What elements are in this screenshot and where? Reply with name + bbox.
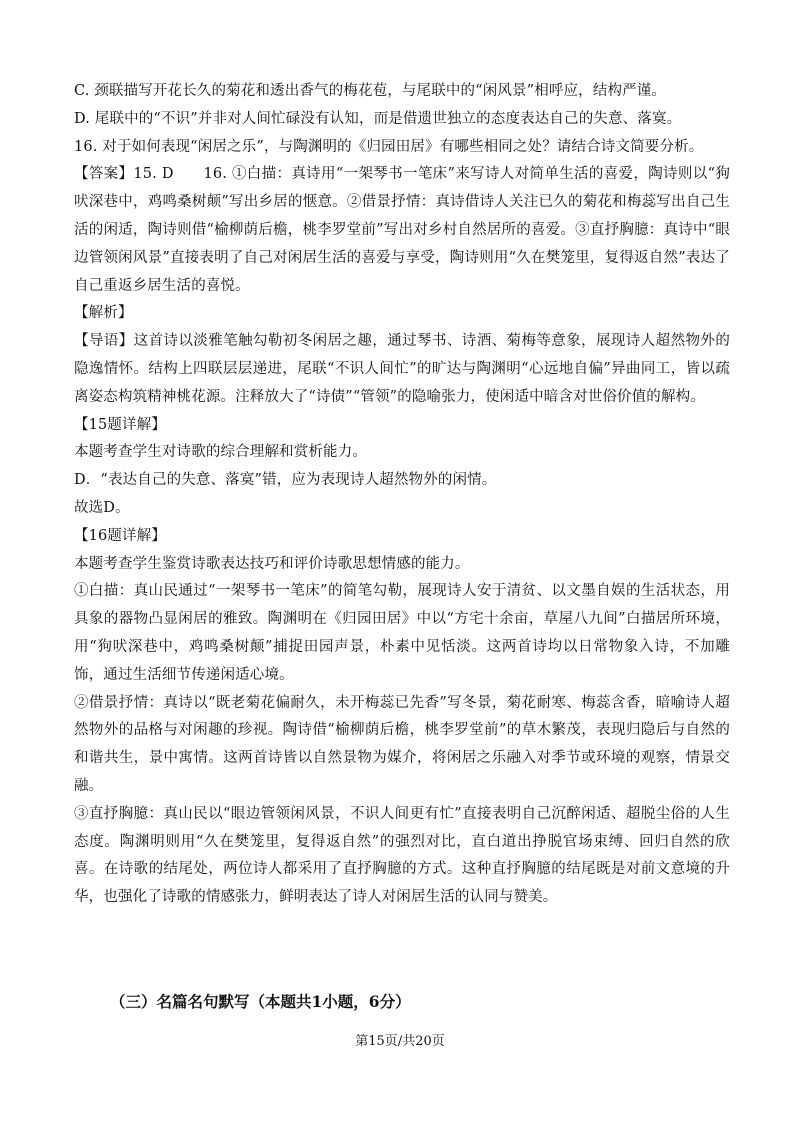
q16-explanation: 本题考查学生鉴赏诗歌表达技巧和评价诗歌思想情感的能力。: [74, 555, 470, 572]
q16-point-2: ②借景抒情：真诗以“既老菊花偏耐久，未开梅蕊已先香”写冬景，菊花耐寒、梅蕊含香，暗喻诗人超然物外的品格与对闲趣的珍视。陶诗借“榆柳荫后檐，桃李罗堂前”的草木繁茂，表现归隐后与自然的和谐共生，景中寓情。这两首诗皆以自然景物为媒介，将闲居之乐融入对季节或环境的观察，情景交融。: [74, 694, 730, 794]
q16-point-3: ③直抒胸臆：真山民以“眼边管领闲风景，不识人间更有忙”直接表明自己沉醉闲适、超脱尘俗的人生态度。陶渊明则用“久在樊笼里，复得返自然”的强烈对比，直白道出挣脱官场束缚、回归自然的欣喜。在诗歌的结尾处，两位诗人都采用了直抒胸臆的方式。这种直抒胸臆的结尾既是对前文意境的升华，也强化了诗歌的情感张力，鲜明表达了诗人对闲居生活的认同与赞美。: [74, 805, 730, 906]
introduction-paragraph: 【导语】这首诗以淡雅笔触勾勒初冬闲居之趣，通过琴书、诗酒、菊梅等意象，展现诗人超然物外的隐逸情怀。结构上四联层层递进，尾联“不识人间忙”的旷达与陶渊明“心远地自偏”异曲同工，皆以疏离姿态构筑精神桃花源。注释放大了“诗债”“管领”的隐喻张力，使闲适中暗含对世俗价值的解构。: [74, 333, 730, 405]
question-16-text: 16. 对于如何表现“闲居之乐”，与陶渊明的《归园田居》有哪些相同之处？请结合诗文简要分析。: [74, 138, 704, 155]
q16-point-1: ①白描：真山民通过“一架琴书一笔床”的简笔勾勒，展现诗人安于清贫、以文墨自娱的生活状态，用具象的器物凸显闲居的雅致。陶渊明在《归园田居》中以“方宅十余亩，草屋八九间”白描居所环境，用“狗吠深巷中，鸡鸣桑树颠”捕捉田园声景，朴素中见恬淡。这两首诗均以日常物象入诗，不加雕饰，通过生活细节传递闲适心境。: [74, 583, 730, 683]
document-body: [74, 78, 730, 912]
q15-conclusion: 故选D。: [74, 499, 130, 516]
answer-paragraph: 【答案】15. D 16. ①白描：真诗用“一架琴书一笔床”来写诗人对简单生活的喜爱，陶诗则以“狗吠深巷中，鸡鸣桑树颠”写出乡居的惬意。②借景抒情：真诗借诗人关注已久的菊花和梅蕊写出自己生活的闲适，陶诗则借“榆柳荫后檐，桃李罗堂前”写出对乡村自然居所的喜爱。③直抒胸臆：真诗中“眼边管领闲风景”直接表明了自己对闲居生活的喜爱与享受，陶诗则用“久在樊笼里，复得返自然”表达了自己重返乡居生活的喜悦。: [74, 166, 730, 294]
option-c-text: C. 颈联描写开花长久的菊花和透出香气的梅花苞，与尾联中的“闲风景”相呼应，结构严谨。: [74, 83, 667, 99]
analysis-label: 【解析】: [74, 305, 133, 322]
q16-detail-label: 【16题详解】: [74, 527, 167, 544]
page-number-footer: 第15页/共20页: [355, 1034, 445, 1049]
option-d-text: D. 尾联中的“不识”并非对人间忙碌没有认知，而是借遗世独立的态度表达自己的失意、落寞。: [74, 110, 682, 127]
q15-detail-label: 【15题详解】: [74, 416, 167, 433]
q15-option-d-analysis: D．“表达自己的失意、落寞”错，应为表现诗人超然物外的闲情。: [74, 472, 497, 489]
section-heading: （三）名篇名句默写（本题共1小题，6分）: [110, 992, 411, 1011]
q15-explanation: 本题考查学生对诗歌的综合理解和赏析能力。: [74, 444, 367, 461]
